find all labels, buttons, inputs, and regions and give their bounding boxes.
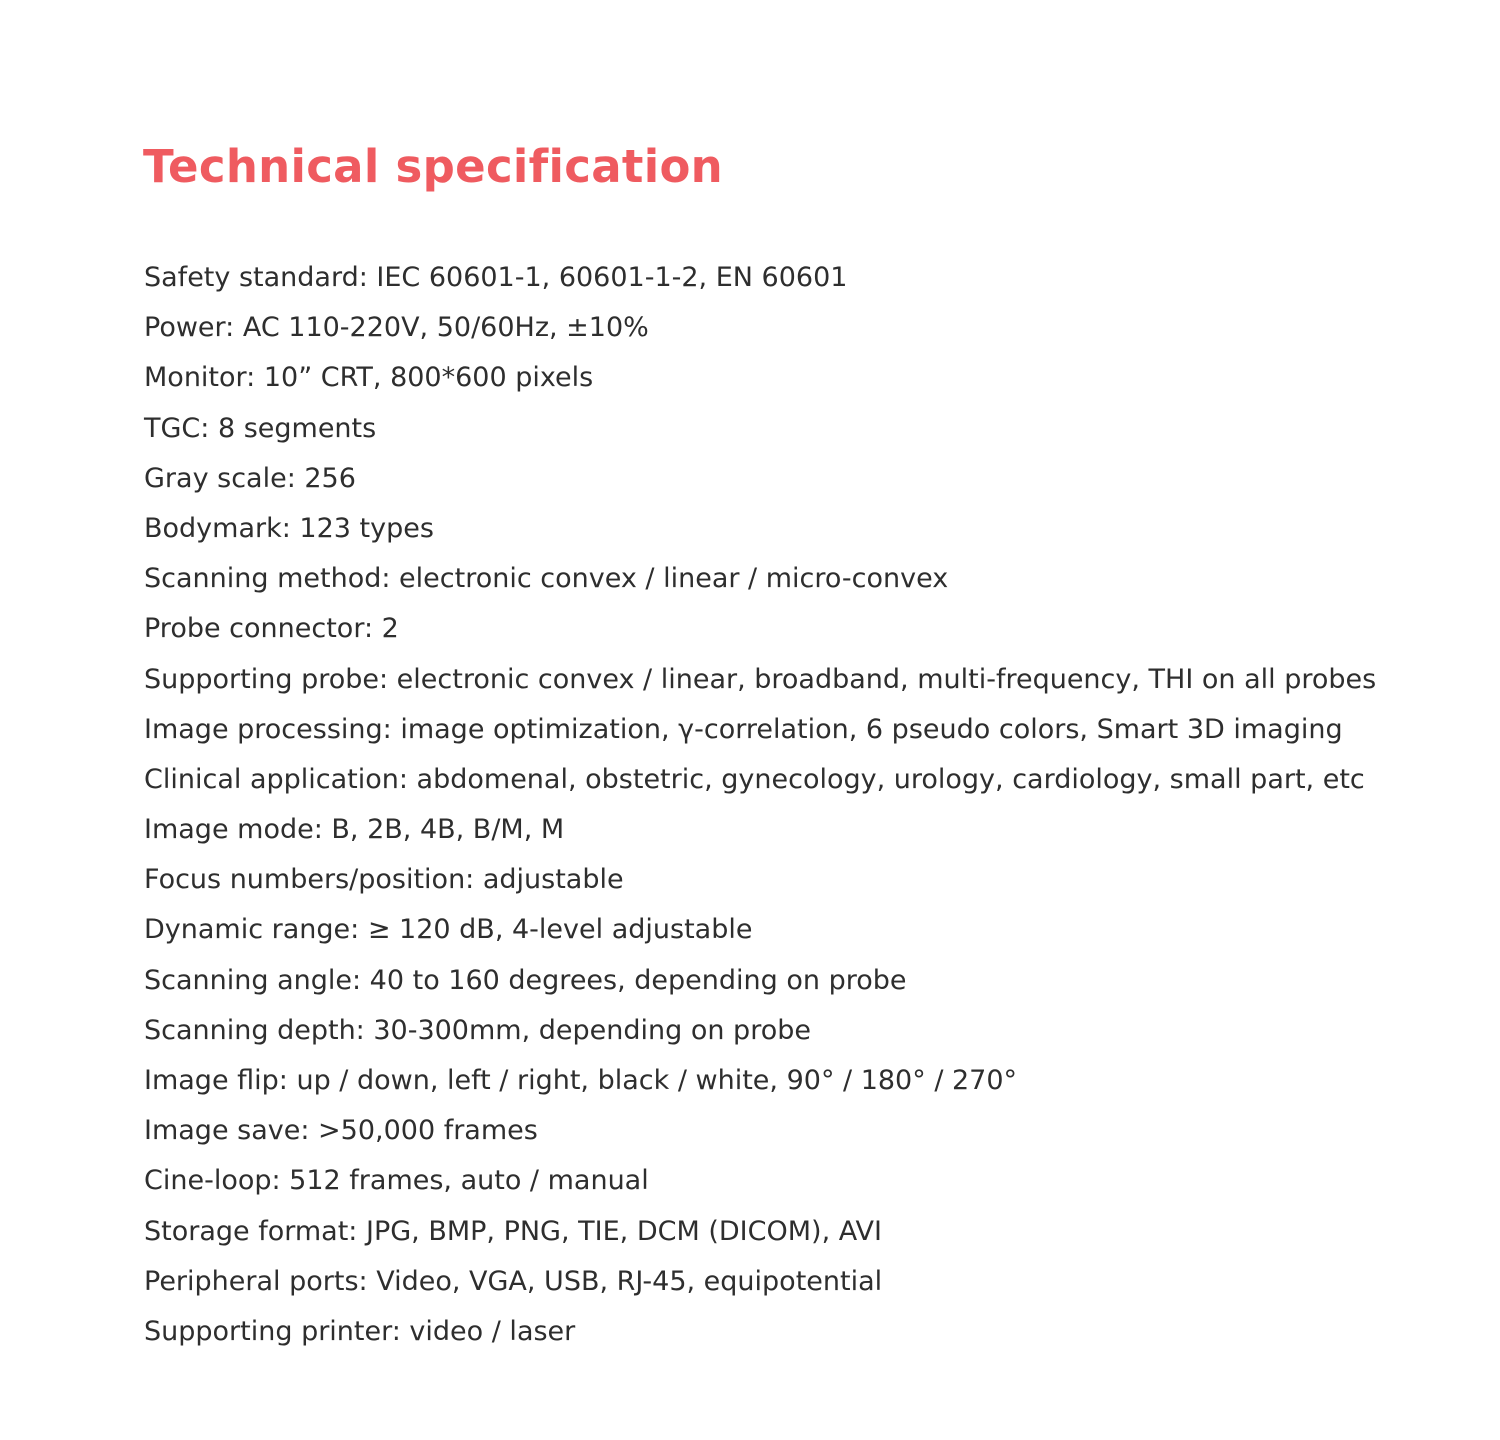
spec-focus: Focus numbers/position: adjustable (144, 864, 624, 896)
spec-image-flip: Image flip: up / down, left / right, black / white, 90° / 180° / 270° (144, 1065, 1018, 1096)
spec-list (144, 253, 1376, 1357)
spec-probe-connector: Probe connector: 2 (144, 613, 399, 645)
spec-image-save: Image save: >50,000 frames (144, 1115, 538, 1147)
page-title: Technical specification (143, 140, 723, 193)
spec-gray-scale: Gray scale: 256 (144, 462, 356, 494)
spec-dynamic-range: Dynamic range: ≥ 120 dB, 4-level adjustable (144, 914, 753, 946)
spec-tgc: TGC: 8 segments (144, 412, 377, 444)
spec-image-mode: Image mode: B, 2B, 4B, B/M, M (144, 814, 565, 846)
spec-clinical-application: Clinical application: abdomenal, obstetric, gynecology, urology, cardiology, small part, etc (144, 763, 1365, 795)
spec-supporting-probe: Supporting probe: electronic convex / linear, broadband, multi-frequency, THI on all probes (144, 663, 1377, 695)
spec-scanning-method: Scanning method: electronic convex / linear / micro-convex (144, 563, 949, 595)
spec-safety-standard: Safety standard: IEC 60601-1, 60601-1-2, EN 60601 (144, 262, 848, 293)
spec-cine-loop: Cine-loop: 512 frames, auto / manual (144, 1165, 649, 1197)
spec-monitor: Monitor: 10” CRT, 800*600 pixels (144, 362, 594, 394)
spec-peripheral-ports: Peripheral ports: Video, VGA, USB, RJ-45, equipotential (144, 1265, 883, 1297)
spec-power: Power: AC 110-220V, 50/60Hz, ±10% (144, 312, 649, 344)
spec-image-processing: Image processing: image optimization, γ-correlation, 6 pseudo colors, Smart 3D imaging (144, 713, 1343, 745)
spec-scanning-angle: Scanning angle: 40 to 160 degrees, depending on probe (144, 964, 907, 996)
spec-scanning-depth: Scanning depth: 30-300mm, depending on probe (144, 1014, 811, 1046)
spec-storage-format: Storage format: JPG, BMP, PNG, TIE, DCM (DICOM), AVI (144, 1215, 882, 1247)
spec-supporting-printer: Supporting printer: video / laser (144, 1315, 576, 1347)
spec-bodymark: Bodymark: 123 types (144, 512, 434, 544)
